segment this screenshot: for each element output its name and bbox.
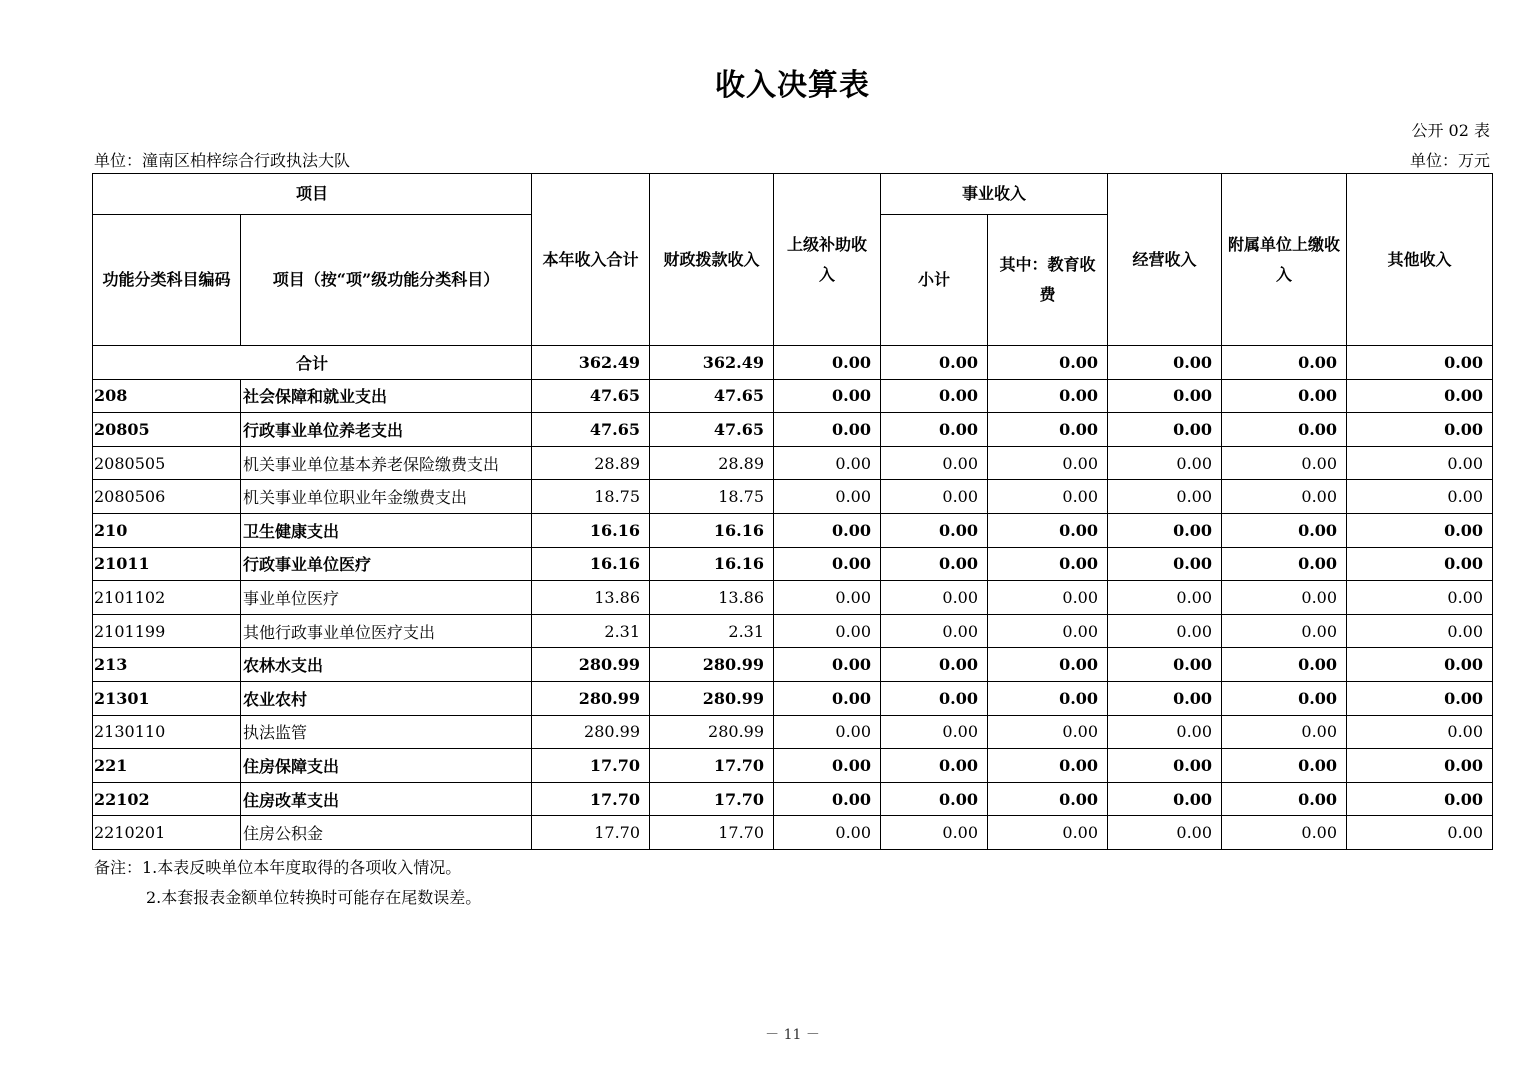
currency-unit: 单位：万元 [1409, 151, 1490, 170]
row-name: 其他行政事业单位医疗支出 [241, 614, 532, 648]
row-code: 21301 [93, 681, 241, 715]
table-cell: 0.00 [1347, 715, 1493, 749]
table-cell: 0.00 [1222, 379, 1347, 413]
table-cell: 0.00 [988, 446, 1108, 480]
table-cell: 16.16 [532, 513, 650, 547]
header-education-fee: 其中：教育收费 [988, 215, 1108, 346]
table-body [93, 379, 1493, 849]
row-name: 行政事业单位医疗 [241, 547, 532, 581]
table-cell: 17.70 [532, 816, 650, 850]
header-other: 其他收入 [1347, 174, 1493, 346]
table-cell: 0.00 [881, 480, 988, 514]
table-cell: 0.00 [1108, 749, 1222, 783]
table-cell: 0.00 [774, 547, 881, 581]
table-cell: 17.70 [532, 749, 650, 783]
table-row [93, 413, 1493, 447]
table-cell: 28.89 [650, 446, 774, 480]
table-cell: 0.00 [1108, 346, 1222, 380]
table-cell: 0.00 [1108, 379, 1222, 413]
reporting-unit: 单位：潼南区柏梓综合行政执法大队 [94, 151, 351, 170]
table-cell: 0.00 [1222, 346, 1347, 380]
table-row [93, 379, 1493, 413]
table-cell: 0.00 [774, 480, 881, 514]
income-table [92, 173, 1493, 850]
table-cell: 0.00 [1222, 581, 1347, 615]
table-cell: 0.00 [881, 614, 988, 648]
table-cell: 0.00 [881, 648, 988, 682]
table-cell: 0.00 [1108, 816, 1222, 850]
table-cell: 280.99 [650, 681, 774, 715]
table-cell: 0.00 [1222, 715, 1347, 749]
table-cell: 0.00 [881, 413, 988, 447]
table-cell: 0.00 [1347, 379, 1493, 413]
table-cell: 0.00 [1222, 648, 1347, 682]
form-number: 公开 02 表 [1411, 121, 1490, 140]
row-name: 住房保障支出 [241, 749, 532, 783]
table-cell: 17.70 [650, 782, 774, 816]
table-cell: 16.16 [650, 513, 774, 547]
table-cell: 0.00 [988, 547, 1108, 581]
table-cell: 0.00 [988, 513, 1108, 547]
table-cell: 0.00 [774, 715, 881, 749]
table-row [93, 547, 1493, 581]
table-cell: 0.00 [774, 513, 881, 547]
table-cell: 0.00 [881, 782, 988, 816]
table-cell: 0.00 [881, 547, 988, 581]
table-cell: 0.00 [1347, 513, 1493, 547]
table-cell: 280.99 [532, 715, 650, 749]
table-cell: 0.00 [774, 413, 881, 447]
table-cell: 0.00 [881, 581, 988, 615]
table-cell: 0.00 [1347, 681, 1493, 715]
table-cell: 0.00 [1347, 749, 1493, 783]
table-cell: 0.00 [881, 816, 988, 850]
table-cell: 280.99 [650, 715, 774, 749]
table-cell: 47.65 [650, 413, 774, 447]
row-code: 210 [93, 513, 241, 547]
header-total-income: 本年收入合计 [532, 174, 650, 346]
table-cell: 0.00 [1347, 614, 1493, 648]
table-cell: 0.00 [1347, 816, 1493, 850]
table-cell: 0.00 [881, 715, 988, 749]
table-cell: 0.00 [774, 379, 881, 413]
row-code: 2210201 [93, 816, 241, 850]
table-cell: 0.00 [881, 379, 988, 413]
table-cell: 0.00 [1347, 648, 1493, 682]
table-cell: 0.00 [1347, 446, 1493, 480]
note-line-1: 备注：1.本表反映单位本年度取得的各项收入情况。 [94, 858, 462, 877]
table-cell: 16.16 [650, 547, 774, 581]
row-code: 20805 [93, 413, 241, 447]
table-row [93, 513, 1493, 547]
row-name: 卫生健康支出 [241, 513, 532, 547]
table-row [93, 446, 1493, 480]
row-name: 行政事业单位养老支出 [241, 413, 532, 447]
table-cell: 17.70 [650, 816, 774, 850]
table-row [93, 782, 1493, 816]
row-name: 事业单位医疗 [241, 581, 532, 615]
table-cell: 0.00 [774, 614, 881, 648]
table-cell: 0.00 [988, 681, 1108, 715]
table-cell: 0.00 [774, 816, 881, 850]
table-cell: 47.65 [532, 379, 650, 413]
header-operating: 经营收入 [1108, 174, 1222, 346]
table-row [93, 581, 1493, 615]
row-code: 22102 [93, 782, 241, 816]
table-cell: 0.00 [1222, 681, 1347, 715]
row-code: 2101199 [93, 614, 241, 648]
row-name: 机关事业单位基本养老保险缴费支出 [241, 446, 532, 480]
table-cell: 0.00 [881, 346, 988, 380]
table-cell: 0.00 [988, 648, 1108, 682]
table-cell: 18.75 [650, 480, 774, 514]
note-line-2: 2.本套报表金额单位转换时可能存在尾数误差。 [146, 888, 482, 907]
table-cell: 0.00 [1108, 681, 1222, 715]
table-cell: 0.00 [1222, 513, 1347, 547]
table-cell: 0.00 [1347, 581, 1493, 615]
row-code: 21011 [93, 547, 241, 581]
table-cell: 0.00 [774, 782, 881, 816]
table-cell: 16.16 [532, 547, 650, 581]
table-cell: 0.00 [1108, 648, 1222, 682]
row-code: 2080505 [93, 446, 241, 480]
table-cell: 0.00 [774, 581, 881, 615]
table-cell: 0.00 [988, 413, 1108, 447]
table-cell: 2.31 [650, 614, 774, 648]
table-row [93, 480, 1493, 514]
table-cell: 47.65 [532, 413, 650, 447]
header-affiliated: 附属单位上缴收入 [1222, 174, 1347, 346]
row-code: 2101102 [93, 581, 241, 615]
table-cell: 0.00 [774, 346, 881, 380]
table-row [93, 681, 1493, 715]
table-row [93, 749, 1493, 783]
table-cell: 0.00 [881, 681, 988, 715]
table-cell: 0.00 [988, 614, 1108, 648]
table-cell: 0.00 [1108, 581, 1222, 615]
table-cell: 0.00 [988, 749, 1108, 783]
table-cell: 0.00 [988, 379, 1108, 413]
table-cell: 0.00 [1222, 480, 1347, 514]
table-cell: 0.00 [1222, 614, 1347, 648]
table-row [93, 715, 1493, 749]
table-cell: 0.00 [1347, 346, 1493, 380]
table-cell: 13.86 [650, 581, 774, 615]
total-label: 合计 [93, 346, 532, 380]
row-code: 213 [93, 648, 241, 682]
table-cell: 0.00 [1108, 446, 1222, 480]
table-cell: 0.00 [1222, 547, 1347, 581]
table-cell: 17.70 [650, 749, 774, 783]
row-name: 执法监管 [241, 715, 532, 749]
table-cell: 0.00 [988, 346, 1108, 380]
table-cell: 280.99 [532, 648, 650, 682]
table-cell: 0.00 [881, 749, 988, 783]
table-cell: 0.00 [988, 581, 1108, 615]
table-cell: 0.00 [1347, 480, 1493, 514]
row-name: 社会保障和就业支出 [241, 379, 532, 413]
header-superior-subsidy: 上级补助收入 [774, 174, 881, 346]
table-cell: 0.00 [881, 446, 988, 480]
table-cell: 18.75 [532, 480, 650, 514]
header-row-1 [93, 174, 1493, 215]
table-cell: 17.70 [532, 782, 650, 816]
header-name: 项目（按“项”级功能分类科目） [241, 215, 532, 346]
row-name: 农林水支出 [241, 648, 532, 682]
table-cell: 28.89 [532, 446, 650, 480]
table-cell: 0.00 [1222, 749, 1347, 783]
row-code: 2130110 [93, 715, 241, 749]
table-cell: 0.00 [774, 681, 881, 715]
table-cell: 0.00 [1222, 816, 1347, 850]
table-cell: 0.00 [988, 816, 1108, 850]
table-cell: 0.00 [1347, 413, 1493, 447]
table-cell: 0.00 [1222, 782, 1347, 816]
table-cell: 362.49 [532, 346, 650, 380]
header-code: 功能分类科目编码 [93, 215, 241, 346]
table-cell: 0.00 [1347, 547, 1493, 581]
table-cell: 362.49 [650, 346, 774, 380]
table-cell: 0.00 [1222, 413, 1347, 447]
table-cell: 2.31 [532, 614, 650, 648]
table-cell: 0.00 [1222, 446, 1347, 480]
row-name: 机关事业单位职业年金缴费支出 [241, 480, 532, 514]
table-row [93, 614, 1493, 648]
table-cell: 0.00 [988, 782, 1108, 816]
header-project: 项目 [93, 174, 532, 215]
table-cell: 0.00 [1108, 513, 1222, 547]
table-cell: 0.00 [774, 648, 881, 682]
page-number: － 11 － [765, 1027, 820, 1043]
table-cell: 0.00 [1108, 480, 1222, 514]
header-subtotal: 小计 [881, 215, 988, 346]
table-cell: 0.00 [1108, 614, 1222, 648]
header-fiscal: 财政拨款收入 [650, 174, 774, 346]
page-title: 收入决算表 [715, 68, 870, 103]
table-cell: 280.99 [650, 648, 774, 682]
table-cell: 0.00 [988, 715, 1108, 749]
table-row [93, 648, 1493, 682]
table-cell: 0.00 [988, 480, 1108, 514]
header-business-income: 事业收入 [881, 174, 1108, 215]
table-cell: 0.00 [1108, 782, 1222, 816]
row-code: 221 [93, 749, 241, 783]
row-name: 住房公积金 [241, 816, 532, 850]
table-cell: 0.00 [774, 446, 881, 480]
table-cell: 0.00 [881, 513, 988, 547]
table-cell: 13.86 [532, 581, 650, 615]
table-row [93, 816, 1493, 850]
total-row [93, 346, 1493, 380]
table-cell: 0.00 [1108, 547, 1222, 581]
row-code: 2080506 [93, 480, 241, 514]
row-code: 208 [93, 379, 241, 413]
table-cell: 0.00 [1108, 413, 1222, 447]
notes [94, 853, 481, 913]
table-cell: 0.00 [774, 749, 881, 783]
table-cell: 280.99 [532, 681, 650, 715]
table-cell: 0.00 [1347, 782, 1493, 816]
table-cell: 47.65 [650, 379, 774, 413]
row-name: 住房改革支出 [241, 782, 532, 816]
row-name: 农业农村 [241, 681, 532, 715]
table-cell: 0.00 [1108, 715, 1222, 749]
